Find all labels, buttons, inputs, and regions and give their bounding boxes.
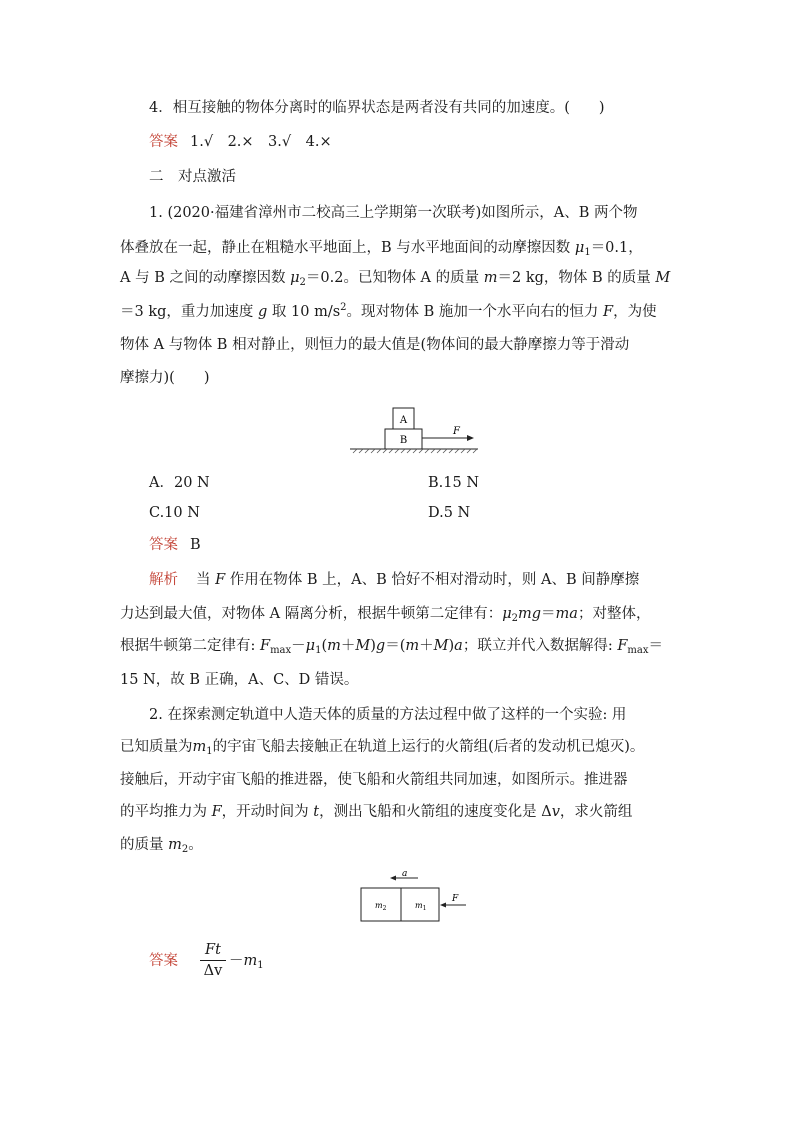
q1-line-3: A 与 B 之间的动摩擦因数 $\mu_2=0.2$。已知物体 A 的质量 m＝2 kg，物体 B 的质量 M bbox=[120, 270, 671, 288]
force-label: F bbox=[453, 426, 460, 437]
q1-line-5: 物体 A 与物体 B 相对静止，则恒力的最大值是(物体间的最大静摩擦力等于滑动 bbox=[120, 337, 630, 353]
q1-line-4: ＝3 kg，重力加速度 g 取 10 $m/s^2$。现对物体 B 施加一个水平向右的恒力 F，为使 bbox=[120, 302, 657, 320]
fraction-bar bbox=[200, 960, 226, 961]
statement-4: 4．相互接触的物体分离时的临界状态是两者没有共同的加速度。( ) bbox=[149, 100, 605, 116]
q2-answer-fraction bbox=[200, 941, 226, 980]
fraction-numerator: Ft bbox=[205, 942, 221, 958]
q1-line-6: 摩擦力)( ) bbox=[120, 370, 210, 386]
ground-hatching bbox=[353, 449, 477, 453]
answer-key: 1.√ 2.× 3.√ 4.× bbox=[190, 134, 332, 150]
block-a-label: A bbox=[399, 415, 408, 426]
explanation-label: 解析 bbox=[149, 572, 178, 588]
answer-key-row bbox=[149, 132, 332, 152]
q2-line-4: 的平均推力为 F，开动时间为 t，测出飞船和火箭组的速度变化是 Δv，求火箭组 bbox=[120, 804, 633, 820]
acceleration-label: a bbox=[402, 869, 408, 879]
section-title: 二 对点激活 bbox=[149, 169, 236, 185]
q1-line-1: 1. (2020·福建省漳州市二校高三上学期第一次联考)如图所示，A、B 两个物 bbox=[149, 205, 638, 221]
q2-answer-rest: $-m_1$ bbox=[229, 953, 264, 971]
q2-line-2: 已知质量为$m_1$的宇宙飞船去接触正在轨道上运行的火箭组(后者的发动机已熄灭)。 bbox=[120, 739, 645, 757]
block-b-label: B bbox=[399, 435, 408, 446]
explanation-line-1: 解析 当 F 作用在物体 B 上，A、B 恰好不相对滑动时，则 A、B 间静摩擦 bbox=[149, 572, 640, 588]
q2-line-1: 2. 在探索测定轨道中人造天体的质量的方法过程中做了这样的一个实验: 用 bbox=[149, 707, 627, 723]
thrust-label: F bbox=[452, 894, 459, 904]
explanation-line-3: 根据牛顿第二定律有: $F_{max}-\mu_1(m+M)g=(m+M)a$；联立并代入数据解得: $F_{max}=$ bbox=[120, 638, 663, 656]
q1-line-2: 体叠放在一起，静止在粗糙水平地面上，B 与水平地面间的动摩擦因数 $\mu_1=0.1$， bbox=[120, 240, 643, 258]
explanation-line-4: 15 N，故 B 正确，A、C、D 错误。 bbox=[120, 672, 359, 688]
q1-answer: B bbox=[190, 537, 201, 553]
q1-answer-row bbox=[149, 535, 201, 555]
fraction-denominator: Δv bbox=[203, 963, 223, 979]
acceleration-arrow-head bbox=[390, 876, 396, 881]
spacecraft-label: $m_1$ bbox=[415, 901, 427, 912]
option-c: C.10 N bbox=[149, 505, 200, 521]
explanation-line-2: 力达到最大值，对物体 A 隔离分析，根据牛顿第二定律有：$\mu_2mg=ma$；对整体， bbox=[120, 606, 651, 624]
figure-spacecraft-rocket bbox=[360, 868, 470, 924]
thrust-arrow-head bbox=[440, 903, 446, 908]
answer-label: 答案 bbox=[149, 134, 178, 150]
option-b: B.15 N bbox=[428, 475, 480, 491]
option-d: D.5 N bbox=[428, 505, 471, 521]
q2-line-3: 接触后，开动宇宙飞船的推进器，使飞船和火箭组共同加速，如图所示。推进器 bbox=[120, 772, 628, 788]
rocket-group-label: $m_2$ bbox=[375, 901, 387, 912]
force-arrow-head bbox=[467, 435, 474, 441]
q1-answer-label: 答案 bbox=[149, 537, 178, 553]
q2-answer-label: 答案 bbox=[149, 953, 178, 969]
figure-stacked-blocks bbox=[350, 405, 480, 455]
q2-line-5: 的质量 $m_2$。 bbox=[120, 837, 203, 855]
option-a: A．20 N bbox=[149, 475, 210, 491]
